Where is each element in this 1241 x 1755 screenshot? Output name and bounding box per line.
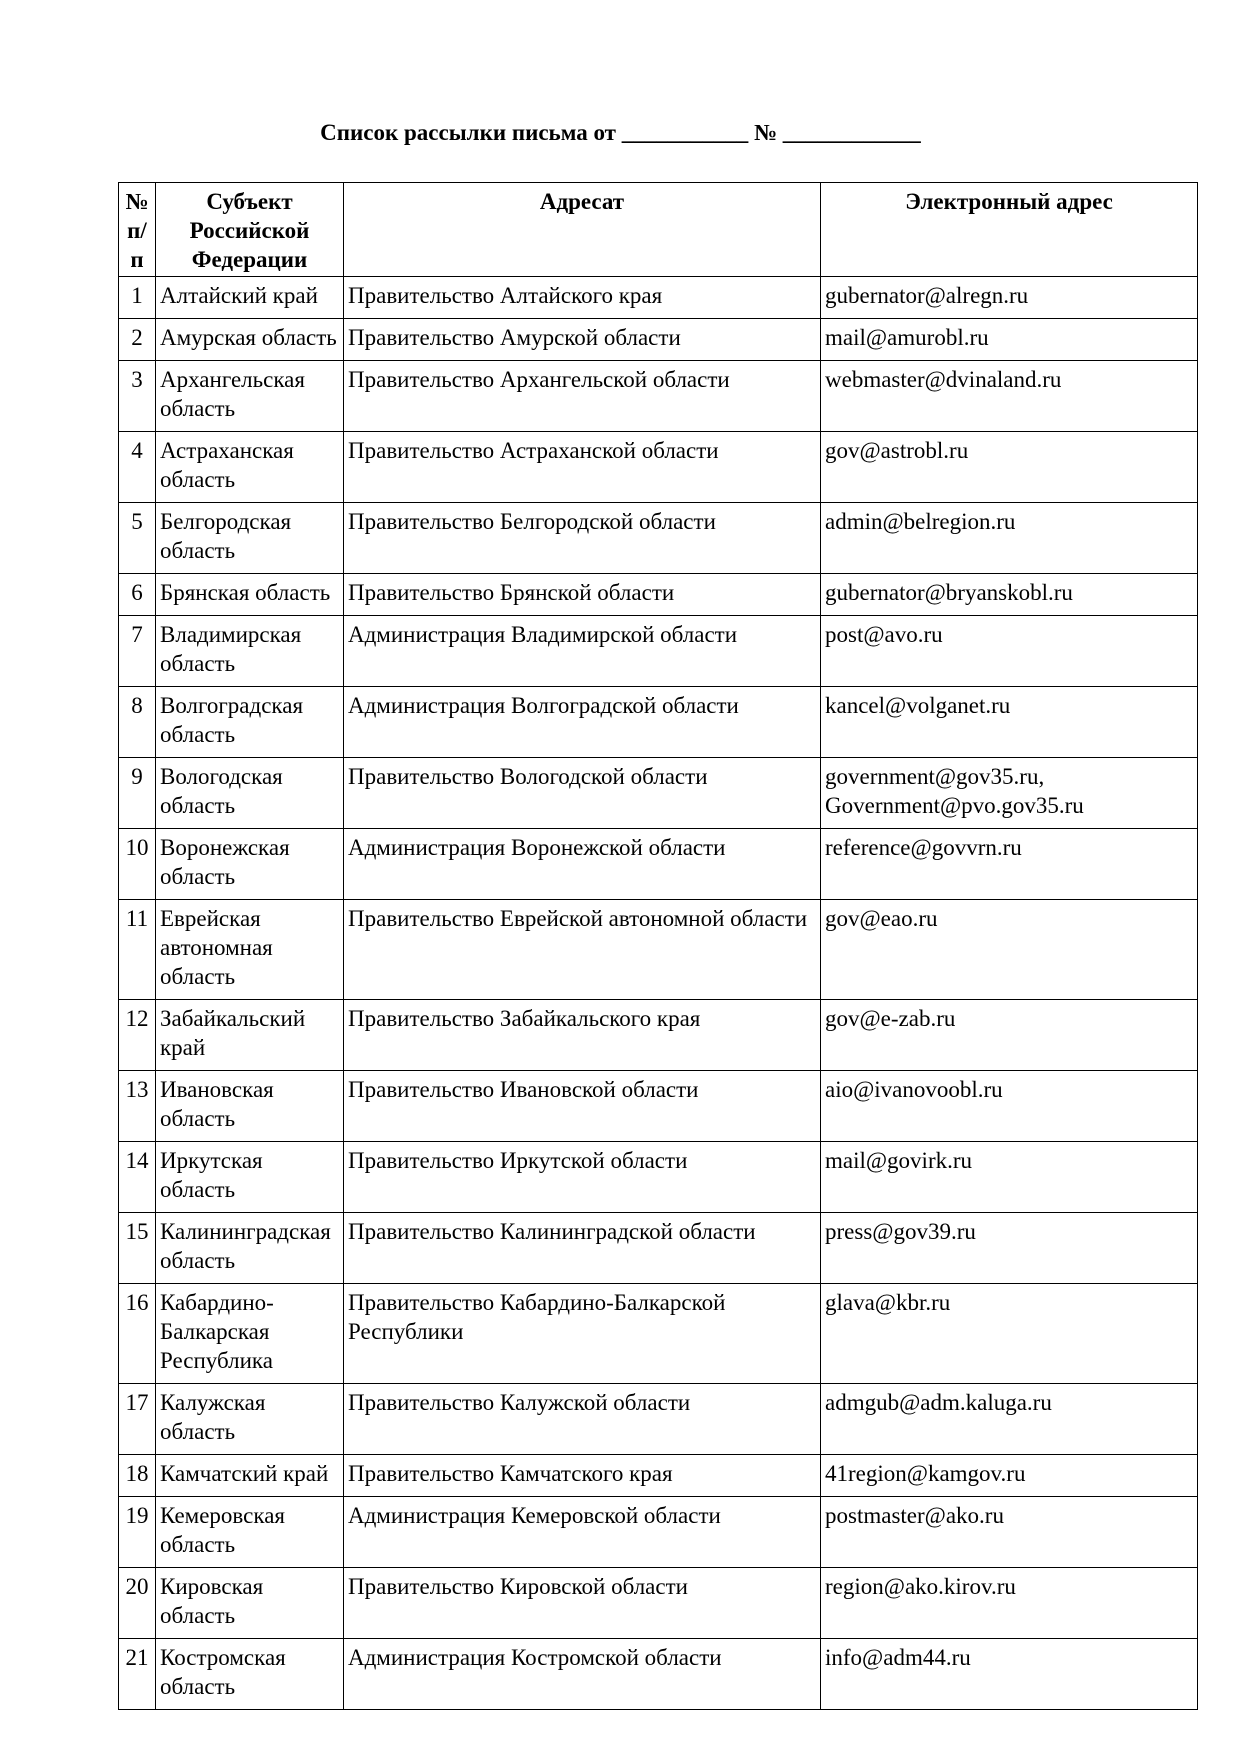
- subject-cell: Еврейская автономная область: [156, 900, 344, 1000]
- addressee-cell: Правительство Архангельской области: [344, 361, 821, 432]
- email-cell: admgub@adm.kaluga.ru: [821, 1384, 1198, 1455]
- subject-cell: Ивановская область: [156, 1071, 344, 1142]
- subject-cell: Вологодская область: [156, 758, 344, 829]
- email-cell: kancel@volganet.ru: [821, 687, 1198, 758]
- table-row: [119, 1497, 1198, 1568]
- addressee-cell: Правительство Иркутской области: [344, 1142, 821, 1213]
- email-cell: press@gov39.ru: [821, 1213, 1198, 1284]
- subject-cell: Кемеровская область: [156, 1497, 344, 1568]
- row-number-cell: 11: [119, 900, 156, 1000]
- email-cell: mail@govirk.ru: [821, 1142, 1198, 1213]
- table-row: [119, 361, 1198, 432]
- email-cell: glava@kbr.ru: [821, 1284, 1198, 1384]
- addressee-cell: Правительство Калужской области: [344, 1384, 821, 1455]
- subject-cell: Алтайский край: [156, 277, 344, 319]
- row-number-cell: 9: [119, 758, 156, 829]
- subject-cell: Забайкальский край: [156, 1000, 344, 1071]
- table-row: [119, 829, 1198, 900]
- table-row: [119, 900, 1198, 1000]
- row-number-cell: 8: [119, 687, 156, 758]
- subject-cell: Воронежская область: [156, 829, 344, 900]
- subject-cell: Костромская область: [156, 1639, 344, 1710]
- table-row: [119, 1142, 1198, 1213]
- addressee-cell: Правительство Амурской области: [344, 319, 821, 361]
- subject-cell: Камчатский край: [156, 1455, 344, 1497]
- addressee-cell: Правительство Калининградской области: [344, 1213, 821, 1284]
- header-num: № п/п: [119, 183, 156, 277]
- email-cell: post@avo.ru: [821, 616, 1198, 687]
- row-number-cell: 13: [119, 1071, 156, 1142]
- table-row: [119, 1455, 1198, 1497]
- row-number-cell: 3: [119, 361, 156, 432]
- table-row: [119, 1000, 1198, 1071]
- email-cell: 41region@kamgov.ru: [821, 1455, 1198, 1497]
- subject-cell: Брянская область: [156, 574, 344, 616]
- row-number-cell: 12: [119, 1000, 156, 1071]
- addressee-cell: Администрация Владимирской области: [344, 616, 821, 687]
- table-row: [119, 758, 1198, 829]
- email-cell: info@adm44.ru: [821, 1639, 1198, 1710]
- addressee-cell: Правительство Вологодской области: [344, 758, 821, 829]
- subject-cell: Белгородская область: [156, 503, 344, 574]
- subject-cell: Калужская область: [156, 1384, 344, 1455]
- addressee-cell: Правительство Белгородской области: [344, 503, 821, 574]
- subject-cell: Волгоградская область: [156, 687, 344, 758]
- subject-cell: Кировская область: [156, 1568, 344, 1639]
- row-number-cell: 7: [119, 616, 156, 687]
- addressee-cell: Правительство Кабардино-Балкарской Республики: [344, 1284, 821, 1384]
- addressee-cell: Правительство Забайкальского края: [344, 1000, 821, 1071]
- row-number-cell: 16: [119, 1284, 156, 1384]
- addressee-cell: Правительство Брянской области: [344, 574, 821, 616]
- addressee-cell: Правительство Кировской области: [344, 1568, 821, 1639]
- email-cell: mail@amurobl.ru: [821, 319, 1198, 361]
- addressee-cell: Правительство Алтайского края: [344, 277, 821, 319]
- table-header-row: [119, 183, 1198, 277]
- table-row: [119, 687, 1198, 758]
- addressee-cell: Администрация Костромской области: [344, 1639, 821, 1710]
- row-number-cell: 4: [119, 432, 156, 503]
- addressee-cell: Администрация Воронежской области: [344, 829, 821, 900]
- addressee-cell: Администрация Волгоградской области: [344, 687, 821, 758]
- email-cell: gov@astrobl.ru: [821, 432, 1198, 503]
- subject-cell: Амурская область: [156, 319, 344, 361]
- email-cell: gov@eao.ru: [821, 900, 1198, 1000]
- row-number-cell: 20: [119, 1568, 156, 1639]
- document-title: Список рассылки письма от ___________ № ____________: [320, 120, 921, 145]
- row-number-cell: 17: [119, 1384, 156, 1455]
- header-addressee: Адресат: [344, 183, 821, 277]
- email-cell: government@gov35.ru, Government@pvo.gov35.ru: [821, 758, 1198, 829]
- addressee-cell: Правительство Еврейской автономной области: [344, 900, 821, 1000]
- email-cell: aio@ivanovoobl.ru: [821, 1071, 1198, 1142]
- row-number-cell: 10: [119, 829, 156, 900]
- table-row: [119, 1213, 1198, 1284]
- row-number-cell: 2: [119, 319, 156, 361]
- email-cell: webmaster@dvinaland.ru: [821, 361, 1198, 432]
- addressee-cell: Правительство Астраханской области: [344, 432, 821, 503]
- email-cell: gubernator@alregn.ru: [821, 277, 1198, 319]
- email-cell: region@ako.kirov.ru: [821, 1568, 1198, 1639]
- addressee-cell: Администрация Кемеровской области: [344, 1497, 821, 1568]
- table-row: [119, 1384, 1198, 1455]
- row-number-cell: 19: [119, 1497, 156, 1568]
- subject-cell: Астраханская область: [156, 432, 344, 503]
- row-number-cell: 18: [119, 1455, 156, 1497]
- table-row: [119, 319, 1198, 361]
- email-cell: reference@govvrn.ru: [821, 829, 1198, 900]
- table-row: [119, 1639, 1198, 1710]
- row-number-cell: 14: [119, 1142, 156, 1213]
- table-row: [119, 1071, 1198, 1142]
- row-number-cell: 15: [119, 1213, 156, 1284]
- row-number-cell: 21: [119, 1639, 156, 1710]
- subject-cell: Иркутская область: [156, 1142, 344, 1213]
- email-cell: gubernator@bryanskobl.ru: [821, 574, 1198, 616]
- subject-cell: Кабардино-Балкарская Республика: [156, 1284, 344, 1384]
- header-email: Электронный адрес: [821, 183, 1198, 277]
- table-row: [119, 574, 1198, 616]
- row-number-cell: 1: [119, 277, 156, 319]
- subject-cell: Калининградская область: [156, 1213, 344, 1284]
- addressee-cell: Правительство Ивановской области: [344, 1071, 821, 1142]
- table-row: [119, 1568, 1198, 1639]
- table-row: [119, 277, 1198, 319]
- email-cell: postmaster@ako.ru: [821, 1497, 1198, 1568]
- table-row: [119, 432, 1198, 503]
- email-cell: admin@belregion.ru: [821, 503, 1198, 574]
- subject-cell: Владимирская область: [156, 616, 344, 687]
- row-number-cell: 6: [119, 574, 156, 616]
- subject-cell: Архангельская область: [156, 361, 344, 432]
- addressee-cell: Правительство Камчатского края: [344, 1455, 821, 1497]
- table-row: [119, 1284, 1198, 1384]
- mailing-list-table: [118, 182, 1198, 1710]
- table-row: [119, 616, 1198, 687]
- row-number-cell: 5: [119, 503, 156, 574]
- table-row: [119, 503, 1198, 574]
- header-subject: Субъект Российской Федерации: [156, 183, 344, 277]
- email-cell: gov@e-zab.ru: [821, 1000, 1198, 1071]
